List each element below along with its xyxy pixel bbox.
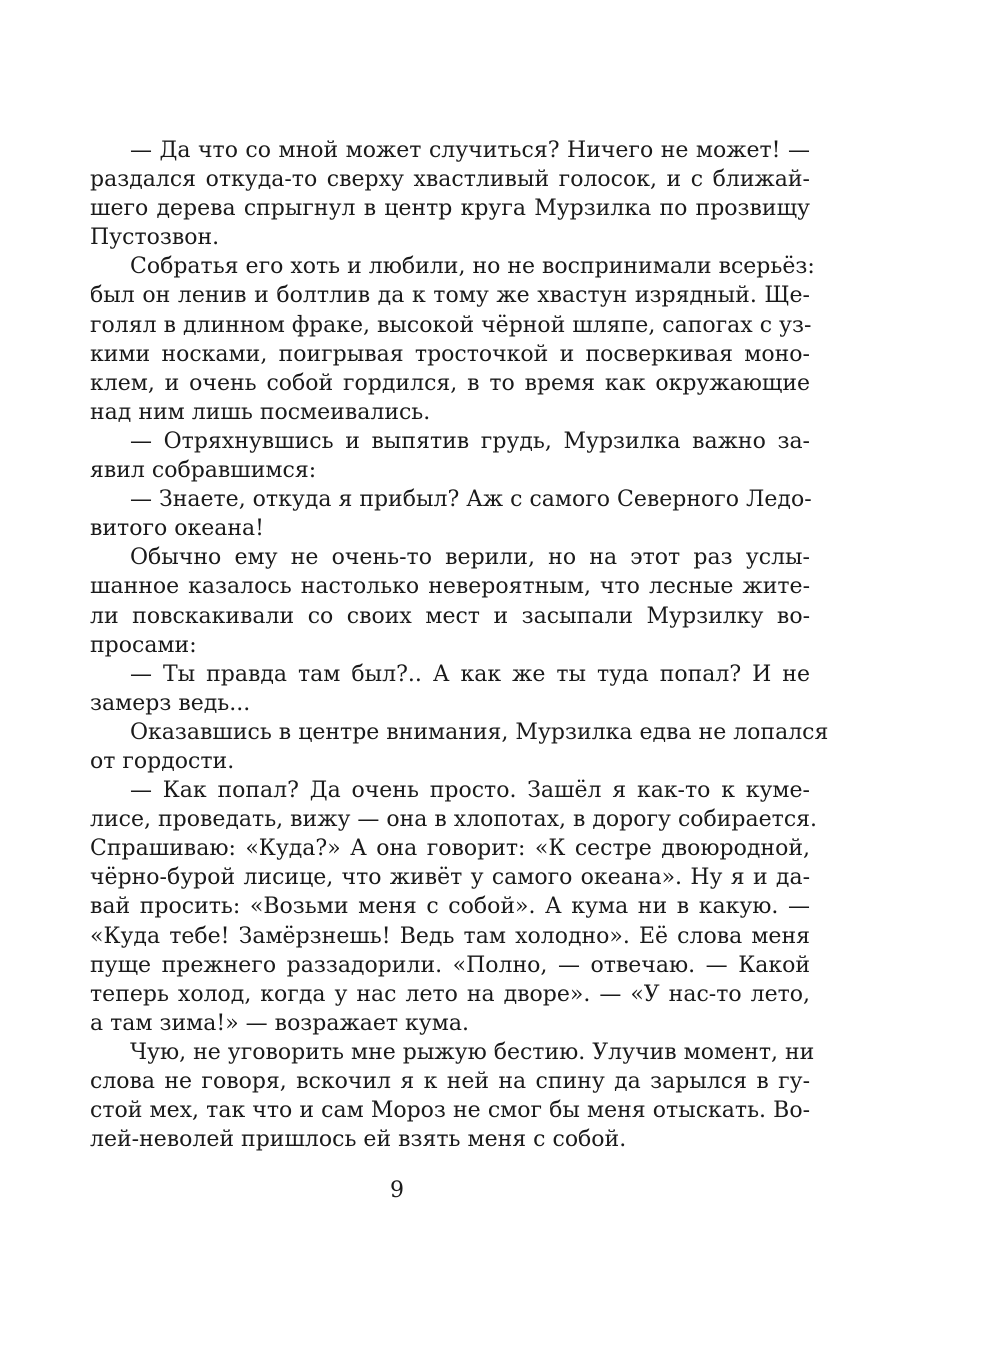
text-line: «Куда тебе! Замёрзнешь! Ведь там холодно». Её слова меня — [90, 923, 810, 949]
text-line: клем, и очень собой гордился, в то время как окружающие — [90, 370, 810, 396]
text-line: просами: — [90, 632, 197, 658]
text-line: шанное казалось настолько невероятным, что лесные жите- — [90, 574, 810, 600]
text-line: от гордости. — [90, 748, 235, 774]
page-number: 9 — [390, 1178, 404, 1203]
text-line: стой мех, так что и сам Мороз не смог бы меня отыскать. Во- — [90, 1098, 810, 1124]
text-line: шего дерева спрыгнул в центр круга Мурзилка по прозвищу — [90, 196, 810, 222]
text-line: — Как попал? Да очень просто. Зашёл я как-то к куме- — [130, 778, 810, 804]
text-line: — Ты правда там был?.. А как же ты туда попал? И не — [130, 661, 810, 687]
text-line: голял в длинном фраке, высокой чёрной шляпе, сапогах с уз- — [90, 312, 812, 338]
text-line: явил собравшимся: — [90, 458, 317, 484]
paragraph — [90, 718, 829, 776]
text-line: раздался откуда-то сверху хвастливый голосок, и с ближай- — [90, 167, 810, 193]
paragraph — [90, 776, 818, 1038]
text-line: а там зима!» — возражает кума. — [90, 1010, 469, 1036]
paragraph — [90, 252, 815, 427]
text-line: был он ленив и болтлив да к тому же хвастун изрядный. Ще- — [90, 283, 810, 309]
text-line: пуще прежнего раззадорили. «Полно, — отвечаю. — Какой — [90, 952, 810, 978]
text-line: Пустозвон. — [90, 225, 220, 251]
paragraph — [90, 543, 810, 659]
text-line: Обычно ему не очень-то верили, но на этот раз услы- — [130, 545, 810, 571]
text-line: — Знаете, откуда я прибыл? Аж с самого Северного Ледо- — [130, 487, 812, 513]
body-text — [90, 136, 829, 1154]
text-line: слова не говоря, вскочил я к ней на спину да зарылся в гу- — [90, 1069, 810, 1094]
paragraph — [90, 136, 810, 252]
text-line: вай просить: «Возьми меня с собой». А кума ни в какую. — — [90, 894, 810, 920]
paragraph — [90, 1038, 815, 1154]
text-line: замерз ведь... — [90, 690, 251, 716]
paragraph — [90, 427, 810, 485]
text-line: Спрашиваю: «Куда?» А она говорит: «К сестре двоюродной, — [90, 836, 810, 862]
paragraph — [90, 485, 810, 543]
text-line: ли повскакивали со своих мест и засыпали Мурзилку во- — [90, 603, 810, 629]
text-line: Оказавшись в центре внимания, Мурзилка едва не лопался — [130, 719, 829, 745]
text-line: над ним лишь посмеивались. — [90, 399, 431, 425]
text-line: теперь холод, когда у нас лето на дворе». — «У нас-то лето, — [90, 981, 810, 1007]
text-line: — Отряхнувшись и выпятив грудь, Мурзилка важно за- — [130, 428, 810, 454]
text-line: — Да что со мной может случиться? Ничего не может! — — [130, 138, 810, 163]
text-line: чёрно-бурой лисице, что живёт у самого океана». Ну я и да- — [90, 865, 810, 891]
text-line: витого океана! — [90, 516, 264, 542]
text-line: лей-неволей пришлось ей взять меня с собой. — [90, 1127, 627, 1153]
text-line: лисе, проведать, вижу — она в хлопотах, в дорогу собирается. — [90, 807, 818, 833]
text-line: Собратья его хоть и любили, но не воспринимали всерьёз: — [130, 254, 815, 280]
text-line: Чую, не уговорить мне рыжую бестию. Улучив момент, ни — [130, 1039, 815, 1065]
paragraph — [90, 660, 810, 718]
text-line: кими носками, поигрывая тросточкой и посверкивая моно- — [90, 341, 810, 367]
